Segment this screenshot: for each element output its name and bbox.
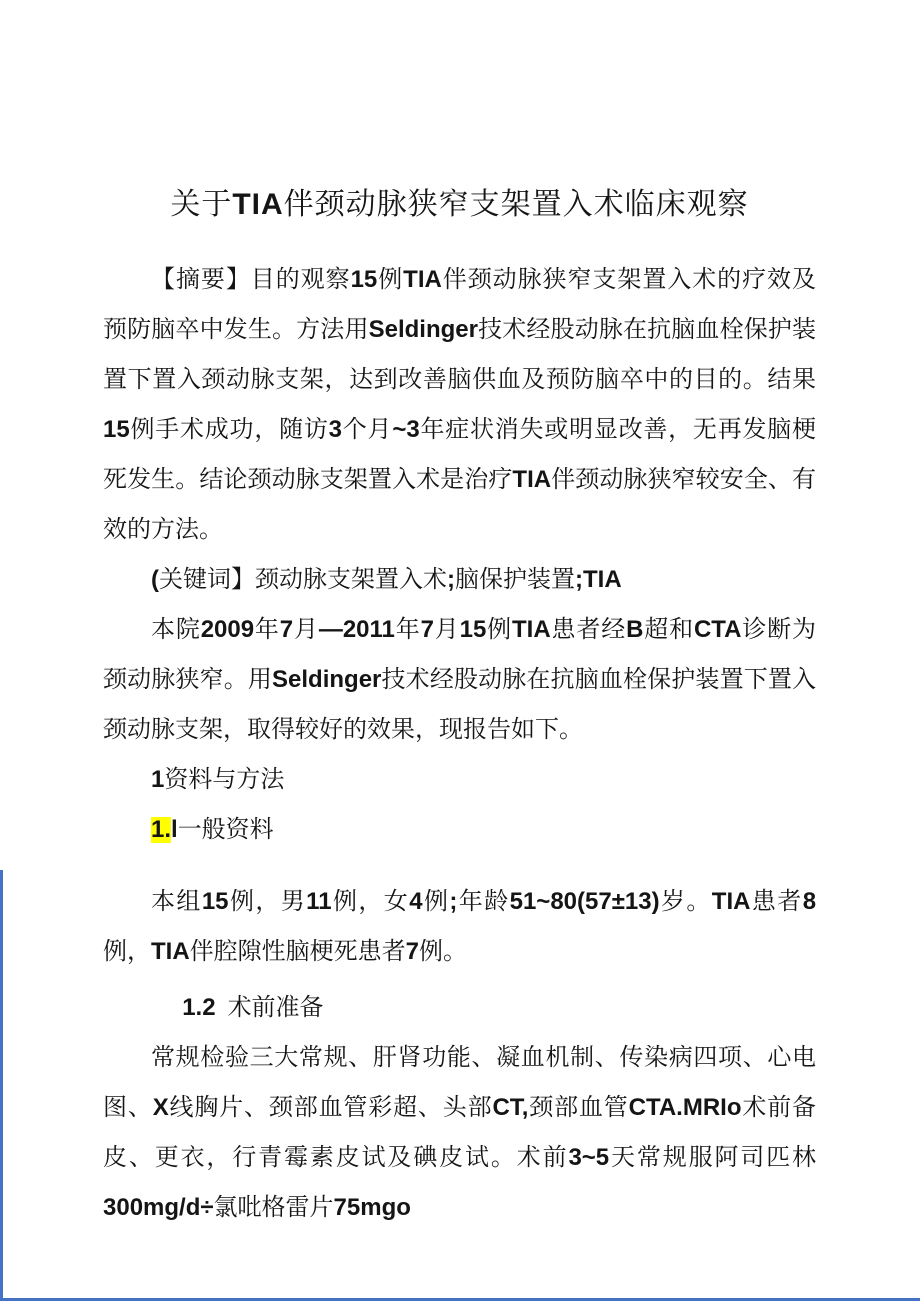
keywords-line: (关键词】颈动脉支架置入术;脑保护装置;TIA [151, 566, 622, 593]
highlighted-text: 1. [151, 816, 172, 843]
intro-paragraph: 本院2009年7月—2011年7月15例TIA患者经B超和CTA诊断为颈动脉狭窄。用Seldinger技术经股动脉在抗脑血栓保护装置下置入颈动脉支架，取得较好的效果，现报告如下。 [103, 616, 817, 743]
section-heading-1-1 [103, 805, 816, 855]
document-content [103, 0, 816, 1233]
section-1-1-paragraph: 本组15例，男11例，女4例;年龄51~80(57±13)岁。TIA患者8例，TIA伴腔隙性脑梗死患者7例。 [103, 888, 817, 965]
section-heading-1-1-label: l一般资料 [171, 816, 274, 843]
section-1-2-paragraph: 常规检验三大常规、肝肾功能、凝血机制、传染病四项、心电图、X线胸片、颈部血管彩超、头部CT,颈部血管CTA.MRIo术前备皮、更衣，行青霉素皮试及碘皮试。术前3~5天常规服阿司匹林300mg/d÷氯吡格雷片75mgo [103, 1045, 817, 1221]
document-title: 关于TIA伴颈动脉狭窄支架置入术临床观察 [170, 188, 749, 221]
frame-border-left [0, 870, 3, 1301]
section-heading-1: 1资料与方法 [151, 766, 285, 793]
abstract-paragraph: 【摘要】目的观察15例TIA伴颈动脉狭窄支架置入术的疗效及预防脑卒中发生。方法用Seldinger技术经股动脉在抗脑血栓保护装置下置入颈动脉支架，达到改善脑供血及预防脑卒中的目的。结果15例手术成功，随访3个月~3年症状消失或明显改善，无再发脑梗死发生。结论颈动脉支架置入术是治疗TIA伴颈动脉狭窄较安全、有效的方法。 [103, 266, 817, 543]
section-heading-1-2: 1.2 术前准备 [182, 994, 324, 1021]
